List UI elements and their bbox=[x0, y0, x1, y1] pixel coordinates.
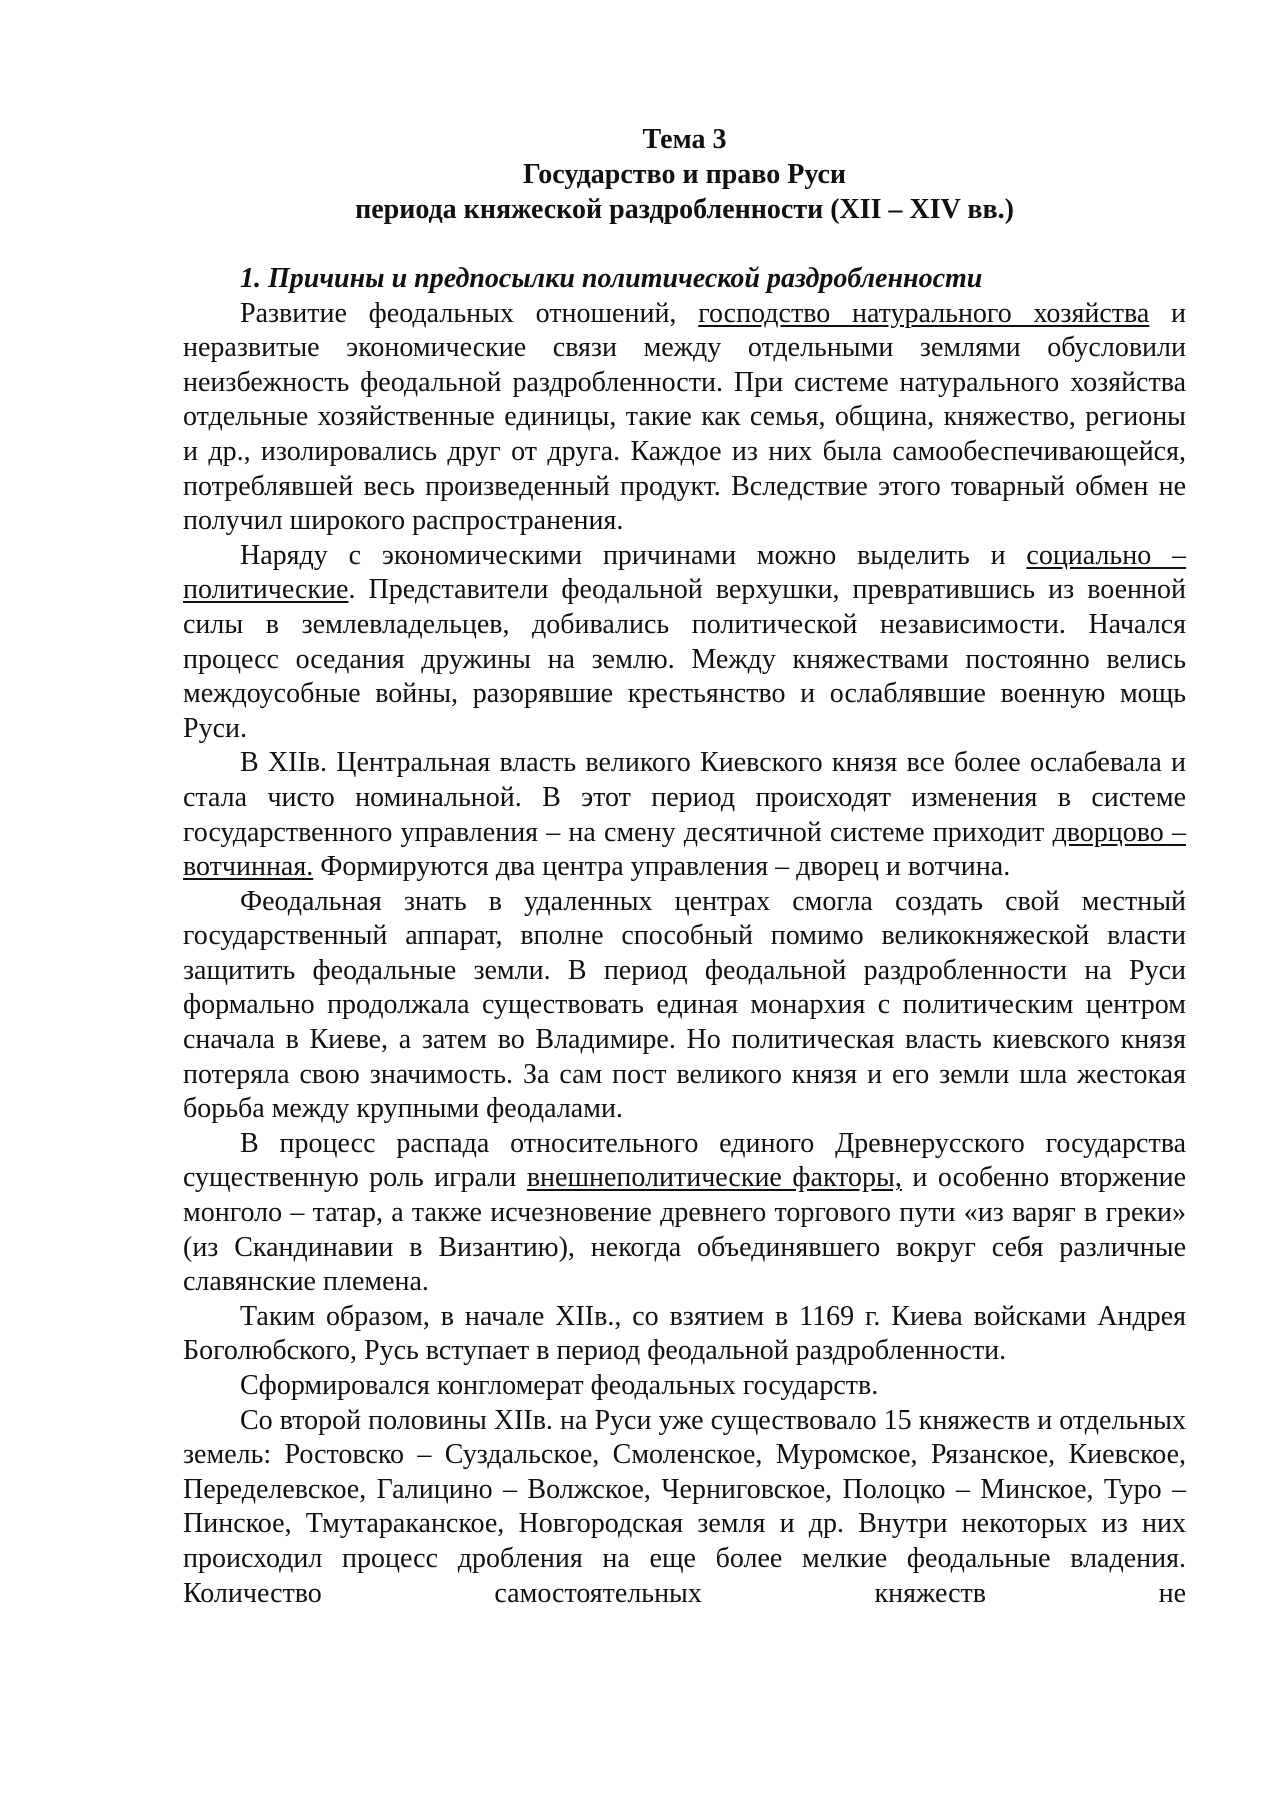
paragraph-1-text-b: и неразвитые экономические связи между отдельными землями обусловили неизбежность феодальной раздробленности. При системе натурального хозяйства отдельные хозяйственные единицы, такие как семья, община, княжество, регионы и др., изолировались друг от друга. Каждое из них была самообеспечивающейся, потреблявшей весь произведенный продукт. Вследствие этого товарный обмен не получил широкого распространения. bbox=[183, 297, 1186, 537]
paragraph-2-text-b: . Представители феодальной верхушки, превратившись из военной силы в землевладельцев, добивались политической независимости. Начался процесс оседания дружины на землю. Между княжествами постоянно велись междоусобные войны, разорявшие крестьянство и ослаблявшие военную мощь Руси. bbox=[183, 574, 1186, 744]
paragraph-3-text-a: В XIIв. Центральная власть великого Киевского князя все более ослабевала и стала чисто номинальной. В этот период происходят изменения в системе государственного управления – на смену десятичной системе приходит bbox=[183, 747, 1186, 848]
paragraph-3 bbox=[183, 746, 1186, 884]
paragraph-7: Сформировался конгломерат феодальных государств. bbox=[240, 1370, 879, 1401]
document-body bbox=[183, 262, 1186, 1611]
document-title bbox=[183, 122, 1186, 227]
paragraph-5 bbox=[183, 1127, 1186, 1300]
underlined-phrase-socio-political: социально – политические bbox=[183, 539, 1187, 606]
topic-number: Тема 3 bbox=[642, 124, 727, 155]
paragraph-4: Феодальная знать в удаленных центрах смогла создать свой местный государственный аппарат, вполне способный помимо великокняжеской власти защитить феодальные земли. В период феодальной раздробленности на Руси формально продолжала существовать единая монархия с политическим центром сначала в Киеве, а затем во Владимире. Но политическая власть киевского князя потеряла свою значимость. За сам пост великого князя и его земли шла жестокая борьба между крупными феодалами. bbox=[183, 885, 1186, 1125]
topic-subtitle: периода княжеской раздробленности (XII – XIV вв.) bbox=[355, 194, 1014, 225]
section-heading: 1. Причины и предпосылки политической раздробленности bbox=[240, 263, 983, 294]
underlined-phrase-natural-economy: господство натурального хозяйства bbox=[698, 297, 1150, 329]
underlined-phrase-foreign-policy: внешнеполитические факторы, bbox=[526, 1162, 902, 1194]
paragraph-5-text-b: и особенно вторжение монголо – татар, а также исчезновение древнего торгового пути «из варяг в греки» (из Скандинавии в Византию), некогда объединявшего вокруг себя различные славянские племена. bbox=[183, 1162, 1186, 1298]
paragraph-6: Таким образом, в начале XIIв., со взятием в 1169 г. Киева войсками Андрея Боголюбского, Русь вступает в период феодальной раздробленности. bbox=[183, 1300, 1186, 1367]
paragraph-1-text-a: Развитие феодальных отношений, bbox=[240, 297, 699, 329]
paragraph-3-text-b: Формируются два центра управления – дворец и вотчина. bbox=[313, 851, 1011, 883]
topic-title: Государство и право Руси bbox=[522, 159, 847, 190]
paragraph-8: Со второй половины XIIв. на Руси уже существовало 15 княжеств и отдельных земель: Ростовско – Суздальское, Смоленское, Муромское, Рязанское, Киевское, Переделевское, Галицино – Волжское, Черниговское, Полоцко – Минское, Туро – Пинское, Тмутараканское, Новгородская земля и др. Внутри некоторых из них происходил процесс дробления на еще более мелкие феодальные владения. Количество самостоятельных княжеств не bbox=[183, 1404, 1186, 1609]
paragraph-5-text-a: В процесс распада относительного единого Древнерусского государства существенную роль играли bbox=[183, 1127, 1186, 1194]
paragraph-2 bbox=[183, 539, 1186, 747]
paragraph-2-text-a: Наряду с экономическими причинами можно выделить и bbox=[240, 539, 1027, 571]
underlined-phrase-palace-patrimonial: дворцово – вотчинная. bbox=[183, 816, 1186, 883]
paragraph-1 bbox=[183, 297, 1186, 539]
